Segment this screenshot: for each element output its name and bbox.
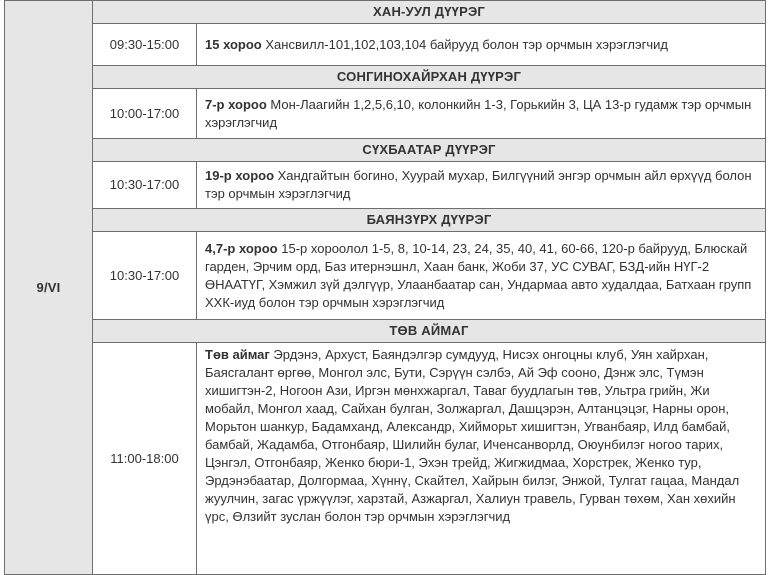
area-details: 15-р хороолол 1-5, 8, 10-14, 23, 24, 35, 40, 41, 60-66, 120-р байрууд, Блюскай гарден, Эрчим орд, Баз итернэшнл, Хаан банк, Жоби 37, УС СУВАГ, БЗД-ийн НҮГ-2 ӨНААТҮГ, Хэмжил зүй дэлгүүр, Улаанбаатар сан, Ундармаа авто худалдаа, Батхаан групп ХХК-иуд болон тэр орчмын хэрэглэгчид	[205, 240, 752, 310]
area-description	[197, 89, 766, 139]
district-header-tuv	[5, 320, 766, 343]
area-name: 19-р хороо	[205, 168, 275, 183]
district-name: БАЯНЗҮРХ ДҮҮРЭГ	[93, 209, 766, 232]
district-header-sukhbaatar	[5, 139, 766, 162]
area-description	[197, 343, 766, 575]
time-range: 10:30-17:00	[93, 232, 197, 320]
schedule-row	[5, 343, 766, 575]
time-range: 11:00-18:00	[93, 343, 197, 575]
date-cell: 9/VI	[5, 1, 93, 575]
schedule-row	[5, 232, 766, 320]
schedule-row	[5, 162, 766, 209]
area-description	[197, 24, 766, 66]
area-details: Хансвилл-101,102,103,104 байрууд болон тэр орчмын хэрэглэгчид	[265, 36, 668, 52]
time-range: 09:30-15:00	[93, 24, 197, 66]
area-description	[197, 232, 766, 320]
area-details: Хандгайтын богино, Хуурай мухар, Билгүүний энгэр орчмын айл өрхүүд болон тэр орчмын хэрэглэгчид	[205, 168, 752, 201]
district-name: ТӨВ АЙМАГ	[93, 320, 766, 343]
district-name: СҮХБААТАР ДҮҮРЭГ	[93, 139, 766, 162]
schedule-row	[5, 24, 766, 66]
area-description	[197, 162, 766, 209]
area-details: Мон-Лаагийн 1,2,5,6,10, колонкийн 1-3, Горькийн 3, ЦА 13-р гудамж тэр орчмын хэрэглэгчид	[205, 96, 752, 130]
area-name: 4,7-р хороо	[205, 240, 278, 256]
time-range: 10:00-17:00	[93, 89, 197, 139]
district-header-bayanzurkh	[5, 209, 766, 232]
schedule-row	[5, 89, 766, 139]
time-range: 10:30-17:00	[93, 162, 197, 209]
district-name: ХАН-УУЛ ДҮҮРЭГ	[93, 1, 766, 24]
district-name: СОНГИНОХАЙРХАН ДҮҮРЭГ	[93, 66, 766, 89]
area-name: 15 хороо	[205, 36, 262, 52]
area-name: 7-р хороо	[205, 96, 267, 112]
outage-schedule-table	[4, 0, 766, 575]
area-details: Эрдэнэ, Архуст, Баяндэлгэр сумдууд, Нисэх онгоцны клуб, Уян хайрхан, Баясгалант өргөө, Монгол элс, Бути, Сэрүүн сэлбэ, Ай Эф сооно, Дэнж элс, Түмэн хишигтэн-2, Ногоон Ази, Иргэн мөнхжаргал, Таваг буудлагын төв, Ультра грийн, Жи мобайл, Монгол хаад, Сайхан булган, Золжаргал, Дашцэрэн, Алтанцэцэг, Нарны орон, Морьтон шанкур, Бадамханд, Александр, Хийморьт хишигтэн, Угванбаяр, Илд бамбай, бамбай, Жадамба, Отгонбаяр, Шилийн булаг, Иченсанворлд, Оюунбилэг ногоо тарих, Цэнгэл, Отгонбаяр, Женко бюри-1, Эхэн трейд, Жигжидмаа, Хорстрек, Женко тур, Эрдэнэбаатар, Долгормаа, Хүннү, Скайтел, Хайрын билэг, Энжой, Тулгат гацаа, Мандал жуулчин, загас үржүүлэг, харзтай, Азжаргал, Халиун травель, Гурван төхөм, Хан хөхийн үрс, Өлзийт зуслан болон тэр орчмын хэрэглэгчид	[205, 347, 740, 524]
area-name: Төв аймаг	[205, 347, 270, 362]
district-header-khan-uul	[5, 1, 766, 24]
district-header-songinokhairkhan	[5, 66, 766, 89]
